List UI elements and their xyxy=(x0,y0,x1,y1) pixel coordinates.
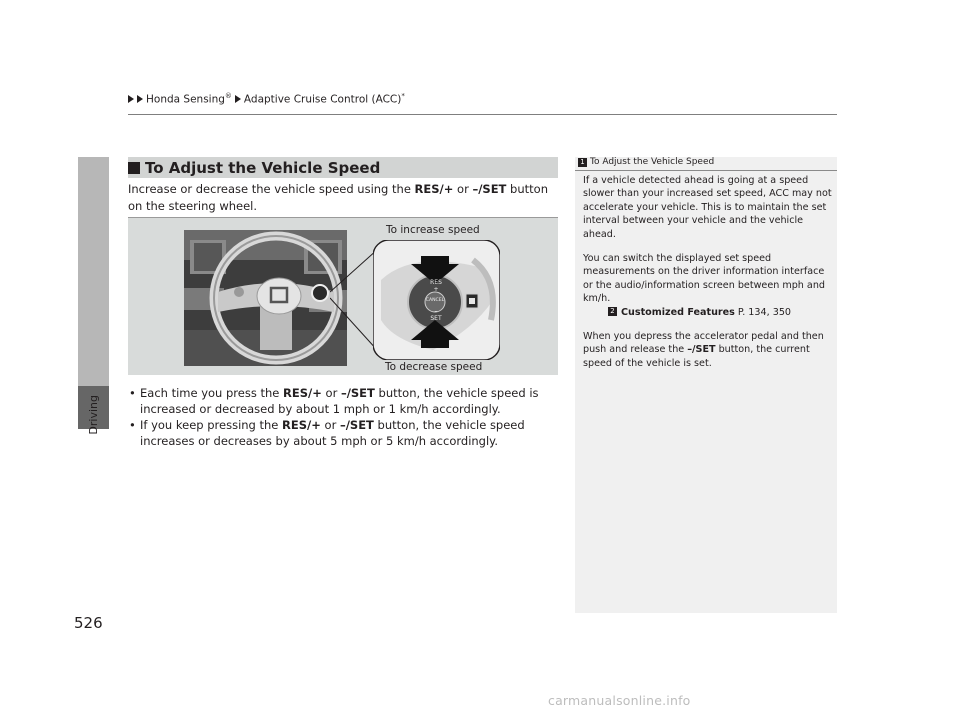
reference-arrow-icon: 2 xyxy=(608,307,617,316)
note-paragraph: If a vehicle detected ahead is going at a speed slower than your increased set speed, ACC may not accelerate your vehicle. This is to maintain the set interval between your vehicle and the vehicle ahead. xyxy=(583,175,832,240)
side-note-body xyxy=(583,174,833,381)
label-decrease-speed: To decrease speed xyxy=(385,361,483,373)
breadcrumb xyxy=(128,92,405,106)
figure-top-rule xyxy=(128,217,558,218)
section-title: To Adjust the Vehicle Speed xyxy=(145,158,381,177)
note-paragraph: When you depress the accelerator pedal and then push and release the –/SET button, the current speed of the vehicle is set. xyxy=(583,331,824,369)
bullet-item: • If you keep pressing the RES/+ or –/SET button, the vehicle speed increases or decreases by about 5 mph or 5 km/h accordingly. xyxy=(128,417,558,449)
note-paragraph: You can switch the displayed set speed measurements on the driver information interface or the audio/information screen between mph and km/h. 2 Customized Features P. 134, 350 xyxy=(583,253,825,318)
breadcrumb-arrow-icon xyxy=(128,95,134,103)
breadcrumb-item-acc[interactable]: Adaptive Cruise Control (ACC)* xyxy=(243,92,405,106)
cross-reference-link[interactable]: 2 Customized Features P. 134, 350 xyxy=(583,307,791,318)
set-minus-button-label: – SET xyxy=(430,308,442,322)
note-marker-icon: 1 xyxy=(578,158,587,167)
bullet-list xyxy=(128,385,558,449)
label-increase-speed: To increase speed xyxy=(386,224,480,236)
page-number: 526 xyxy=(74,614,103,632)
side-note-title: 1 To Adjust the Vehicle Speed xyxy=(578,157,714,167)
breadcrumb-arrow-icon xyxy=(235,95,241,103)
cancel-button-label: CANCEL xyxy=(425,298,445,303)
watermark: carmanualsonline.info xyxy=(548,693,691,708)
section-square-icon xyxy=(128,162,140,174)
chapter-tab-strip xyxy=(78,157,109,386)
side-note-divider xyxy=(575,170,837,171)
intro-text: Increase or decrease the vehicle speed using the RES/+ or –/SET button on the steering wheel. xyxy=(128,182,548,213)
section-heading xyxy=(128,157,558,178)
breadcrumb-item-honda-sensing[interactable]: Honda Sensing® xyxy=(146,92,232,106)
bullet-item: • Each time you press the RES/+ or –/SET button, the vehicle speed is increased or decreased by about 1 mph or 1 km/h accordingly. xyxy=(128,385,558,417)
header-divider xyxy=(128,114,837,115)
breadcrumb-arrow-icon xyxy=(137,95,143,103)
chapter-tab-label: Driving xyxy=(87,395,100,435)
res-plus-button-label: RES + xyxy=(430,279,442,293)
steering-wheel-illustration xyxy=(184,230,347,366)
